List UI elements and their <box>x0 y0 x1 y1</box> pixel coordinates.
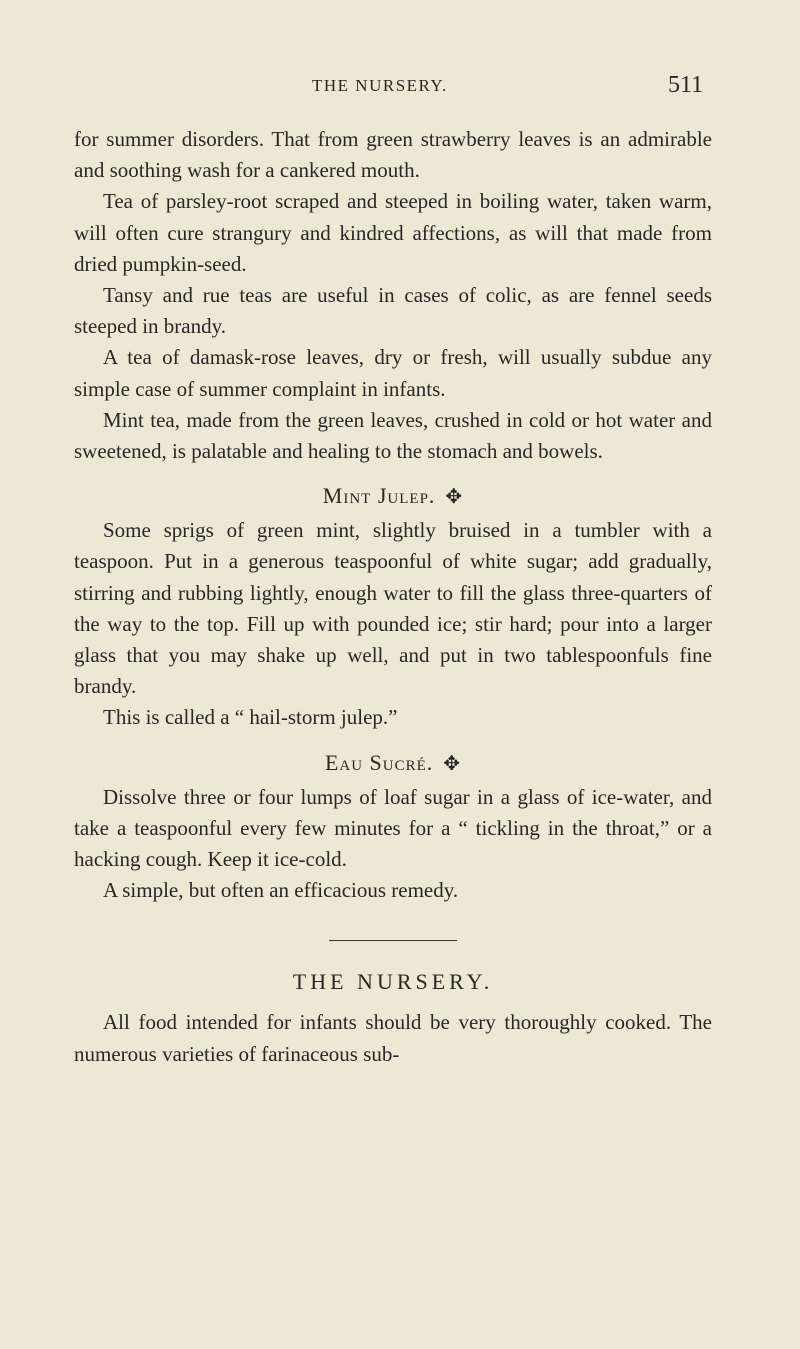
paragraph: All food intended for infants should be very thoroughly cooked. The numerous varieties of farinaceous sub- <box>74 1010 712 1066</box>
recipe-title-eau-sucre <box>74 750 712 776</box>
paragraph: Tansy and rue teas are useful in cases of colic, as are fennel seeds steeped in brandy. <box>74 283 712 339</box>
paragraph: This is called a “ hail-storm julep.” <box>103 705 398 730</box>
recipe-title-text: Eau Sucré. <box>324 749 434 775</box>
paragraph: A simple, but often an efficacious remedy. <box>103 878 459 903</box>
paragraph: Some sprigs of green mint, slightly bruised in a tumbler with a teaspoon. Put in a generous teaspoonful of white sugar; add gradually, stirring and rubbing lightly, enough water to fill the glass three-quarters of the way to the top. Fill up with pounded ice; stir hard; pour into a larger glass that you may shake up well, and put in two tablespoonfuls fine brandy. <box>74 518 712 699</box>
paragraph: A tea of damask-rose leaves, dry or fresh, will usually subdue any simple case of summer complaint in infants. <box>74 345 712 401</box>
page-body <box>74 124 712 1070</box>
paragraph: Tea of parsley-root scraped and steeped in boiling water, taken warm, will often cure strangury and kindred affections, as will that made from dried pumpkin-seed. <box>74 189 712 276</box>
paragraph: for summer disorders. That from green strawberry leaves is an admirable and soothing wash for a cankered mouth. <box>74 127 712 183</box>
running-head: THE NURSERY. <box>312 76 448 95</box>
section-title-nursery: THE NURSERY. <box>292 969 494 995</box>
recipe-title-mint-julep <box>74 483 712 509</box>
section-divider <box>329 940 457 941</box>
paragraph: Mint tea, made from the green leaves, crushed in cold or hot water and sweetened, is palatable and healing to the stomach and bowels. <box>74 407 712 464</box>
ornament-icon: ✥ <box>443 752 462 775</box>
page-number: 511 <box>668 72 704 98</box>
page-header <box>0 72 800 102</box>
paragraph: Dissolve three or four lumps of loaf sugar in a glass of ice-water, and take a teaspoonful every few minutes for a “ tickling in the throat,” or a hacking cough. Keep it ice-cold. <box>74 784 712 872</box>
ornament-icon: ✥ <box>445 486 464 509</box>
recipe-title-text: Mint Julep. <box>322 483 436 509</box>
